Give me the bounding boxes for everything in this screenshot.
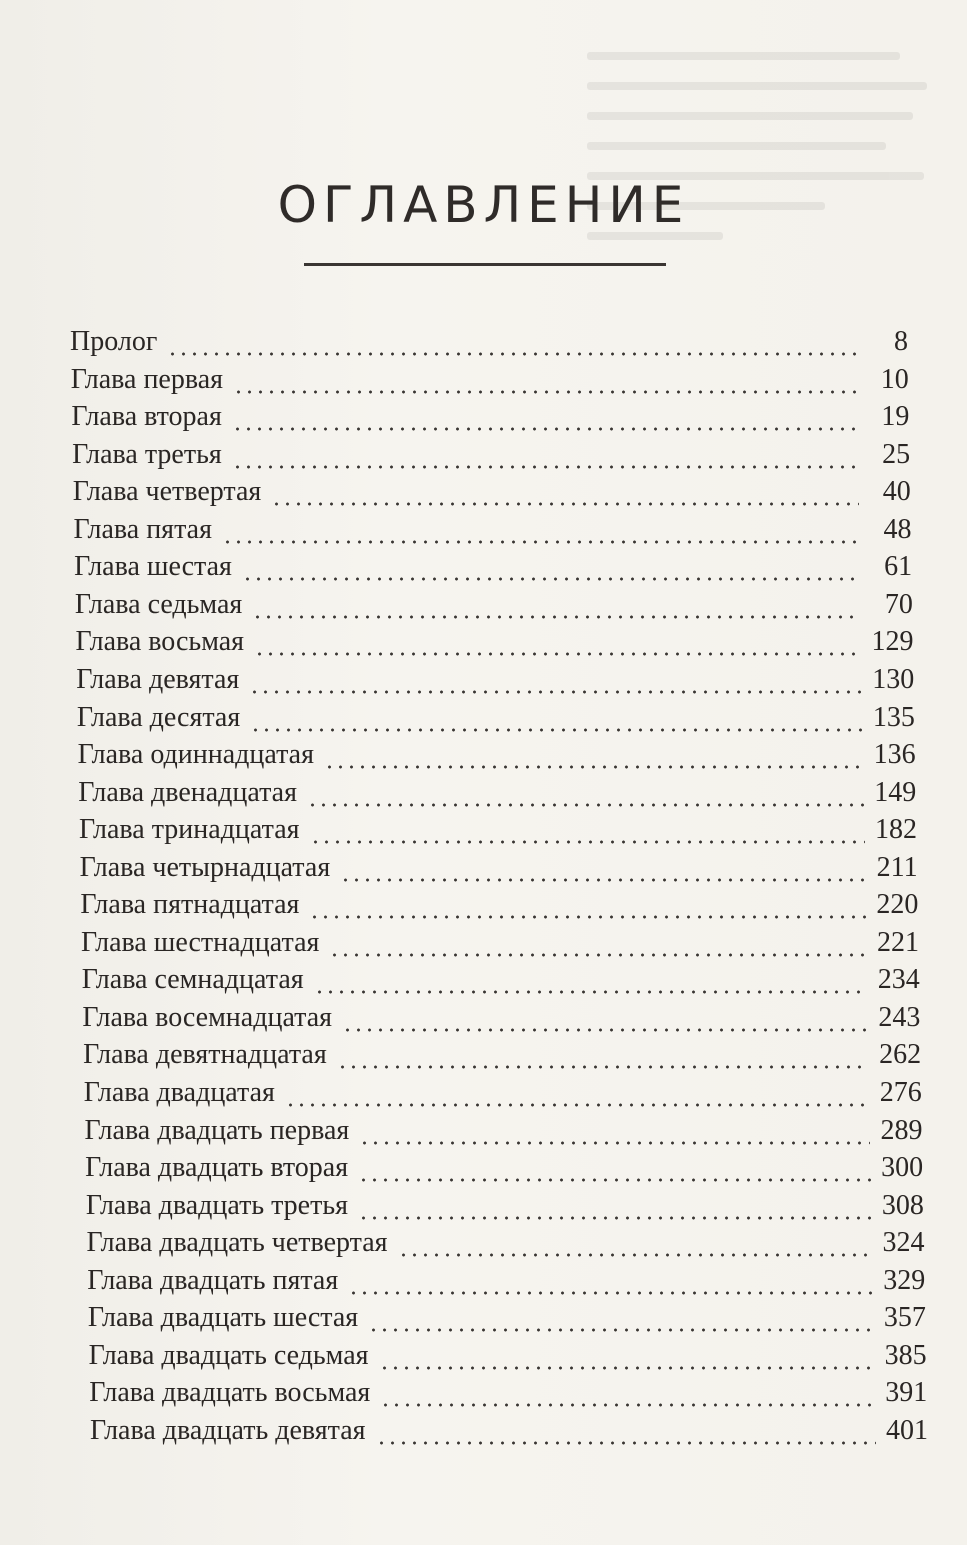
toc-entry bbox=[70, 323, 908, 361]
dot-leader bbox=[324, 736, 864, 774]
toc-entry-title: Глава двадцать первая bbox=[84, 1114, 350, 1146]
toc-entry bbox=[84, 1112, 922, 1150]
toc-entry-title: Глава пятая bbox=[73, 513, 212, 545]
toc-entry-page-number: 135 bbox=[872, 701, 915, 733]
dot-leader bbox=[309, 886, 866, 924]
dot-leader bbox=[242, 548, 860, 586]
toc-entry-title: Глава одиннадцатая bbox=[77, 739, 314, 771]
toc-entry-page-number: 211 bbox=[876, 851, 918, 883]
dot-leader bbox=[285, 1074, 870, 1112]
toc-entry bbox=[78, 774, 916, 812]
toc-entry-title: Глава третья bbox=[72, 438, 222, 470]
dot-leader bbox=[380, 1374, 875, 1412]
toc-entry bbox=[82, 999, 920, 1037]
toc-entry-title: Глава пятнадцатая bbox=[80, 889, 300, 921]
toc-entry bbox=[78, 736, 916, 774]
toc-entry-title: Глава двадцать четвертая bbox=[86, 1227, 388, 1259]
dot-leader bbox=[329, 924, 867, 962]
page-title: ОГЛАВЛЕНИЕ bbox=[277, 176, 690, 234]
toc-entry-page-number: 136 bbox=[873, 739, 916, 771]
toc-entry bbox=[71, 398, 909, 436]
dot-leader bbox=[233, 361, 857, 399]
dot-leader bbox=[348, 1262, 873, 1300]
toc-entry-page-number: 25 bbox=[882, 438, 911, 470]
toc-entry-page-number: 300 bbox=[881, 1152, 924, 1184]
dot-leader bbox=[359, 1112, 870, 1150]
dot-leader bbox=[232, 398, 858, 436]
toc-entry-page-number: 19 bbox=[881, 401, 910, 433]
toc-entry bbox=[77, 699, 915, 737]
dot-leader bbox=[368, 1299, 874, 1337]
toc-entry-page-number: 401 bbox=[886, 1414, 928, 1446]
toc-entry-title: Глава двадцать вторая bbox=[85, 1152, 349, 1184]
toc-entry-title: Глава двенадцатая bbox=[78, 776, 297, 808]
toc-entry-title: Глава четвертая bbox=[72, 476, 262, 508]
dot-leader bbox=[314, 961, 868, 999]
dot-leader bbox=[358, 1187, 872, 1225]
toc-entry bbox=[73, 511, 911, 549]
dot-leader bbox=[376, 1412, 876, 1450]
toc-entry bbox=[72, 436, 910, 474]
dot-leader bbox=[337, 1036, 869, 1074]
toc-entry-title: Глава девятнадцатая bbox=[83, 1039, 327, 1071]
toc-entry-title: Глава семнадцатая bbox=[81, 964, 304, 996]
toc-entry bbox=[76, 661, 914, 699]
toc-entry-page-number: 276 bbox=[879, 1077, 922, 1108]
toc-entry-title: Глава двадцать шестая bbox=[87, 1302, 359, 1334]
dot-leader bbox=[310, 811, 865, 849]
dot-leader bbox=[271, 473, 858, 511]
toc-entry-title: Глава первая bbox=[70, 363, 224, 395]
dot-leader bbox=[342, 999, 868, 1037]
toc-entry bbox=[83, 1036, 921, 1074]
toc-entry bbox=[90, 1412, 928, 1450]
toc-entry-title: Глава двадцатая bbox=[83, 1077, 275, 1108]
toc-entry-page-number: 220 bbox=[876, 889, 919, 921]
toc-entry-page-number: 324 bbox=[882, 1227, 925, 1259]
toc-entry-title: Глава десятая bbox=[76, 701, 241, 733]
toc-entry-page-number: 8 bbox=[894, 326, 908, 357]
toc-entry-title: Глава двадцать седьмая bbox=[88, 1339, 369, 1371]
toc-entry bbox=[80, 849, 918, 887]
toc-entry-title: Пролог bbox=[70, 326, 158, 357]
dot-leader bbox=[307, 774, 864, 812]
toc-entry-page-number: 149 bbox=[874, 776, 917, 808]
toc-entry-page-number: 234 bbox=[877, 964, 920, 996]
dot-leader bbox=[222, 511, 859, 549]
toc-entry-page-number: 289 bbox=[880, 1114, 923, 1146]
toc-entry-title: Глава седьмая bbox=[74, 588, 243, 620]
toc-entry bbox=[75, 586, 913, 624]
toc-entry-title: Глава тринадцатая bbox=[78, 814, 300, 846]
toc-entry bbox=[85, 1149, 923, 1187]
toc-entry-page-number: 329 bbox=[883, 1264, 926, 1296]
dot-leader bbox=[254, 623, 861, 661]
toc-entry-page-number: 10 bbox=[880, 363, 909, 395]
toc-entry bbox=[71, 361, 909, 399]
toc-entry-page-number: 129 bbox=[871, 626, 914, 658]
toc-entry bbox=[89, 1337, 927, 1375]
toc-entry bbox=[88, 1299, 926, 1337]
dot-leader bbox=[252, 586, 861, 624]
toc-entry-page-number: 182 bbox=[874, 814, 917, 846]
toc-entry-page-number: 221 bbox=[877, 926, 920, 958]
toc-entry-page-number: 130 bbox=[872, 663, 915, 695]
toc-entry-page-number: 48 bbox=[883, 513, 912, 545]
toc-entry bbox=[73, 473, 911, 511]
toc-entry-page-number: 61 bbox=[884, 551, 913, 583]
toc-entry bbox=[86, 1187, 924, 1225]
dot-leader bbox=[250, 699, 863, 737]
toc-entry-page-number: 385 bbox=[884, 1339, 927, 1371]
toc-entry-page-number: 357 bbox=[883, 1302, 926, 1334]
toc-entry bbox=[79, 811, 917, 849]
toc-entry bbox=[74, 548, 912, 586]
toc-entry-title: Глава вторая bbox=[71, 401, 222, 433]
toc-entry-title: Глава двадцать пятая bbox=[87, 1264, 339, 1296]
toc-entry bbox=[89, 1374, 927, 1412]
toc-entry-page-number: 262 bbox=[879, 1039, 922, 1071]
toc-entry-title: Глава шестнадцатая bbox=[81, 926, 320, 958]
dot-leader bbox=[249, 661, 862, 699]
dot-leader bbox=[167, 323, 856, 361]
toc-entry-title: Глава двадцать третья bbox=[85, 1189, 348, 1221]
toc-entry bbox=[87, 1224, 925, 1262]
toc-entry bbox=[80, 886, 918, 924]
dot-leader bbox=[232, 436, 858, 474]
toc-entry-title: Глава двадцать девятая bbox=[90, 1414, 366, 1446]
toc-entry-title: Глава четырнадцатая bbox=[79, 851, 331, 883]
toc-entry-title: Глава девятая bbox=[76, 663, 240, 695]
toc-entry bbox=[81, 924, 919, 962]
toc-entry-page-number: 308 bbox=[881, 1189, 924, 1221]
toc-entry-page-number: 40 bbox=[882, 476, 911, 508]
toc-entry-page-number: 243 bbox=[878, 1001, 921, 1033]
toc-entry-title: Глава восемнадцатая bbox=[82, 1001, 333, 1033]
toc-entry bbox=[82, 961, 920, 999]
toc-entry-page-number: 70 bbox=[884, 588, 913, 620]
toc-entry bbox=[87, 1262, 925, 1300]
toc-entry-title: Глава восьмая bbox=[75, 626, 245, 658]
toc-entry bbox=[76, 623, 914, 661]
dot-leader bbox=[379, 1337, 875, 1375]
dot-leader bbox=[340, 849, 865, 887]
toc-entry-title: Глава шестая bbox=[74, 551, 232, 583]
dot-leader bbox=[358, 1149, 871, 1187]
dot-leader bbox=[398, 1224, 873, 1262]
toc-entry-title: Глава двадцать восьмая bbox=[89, 1377, 371, 1409]
toc-entry-page-number: 391 bbox=[885, 1377, 928, 1409]
toc-entry bbox=[84, 1074, 922, 1112]
